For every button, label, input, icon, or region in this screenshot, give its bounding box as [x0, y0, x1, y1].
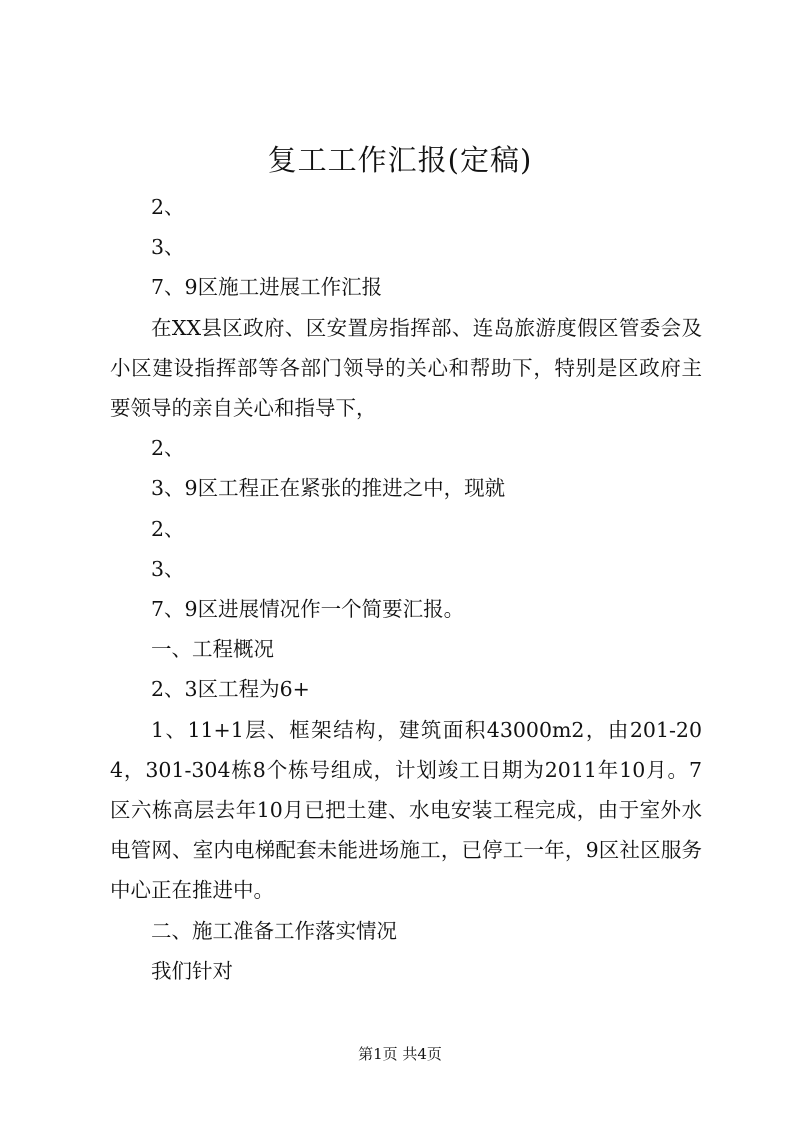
section-heading: 二、施工准备工作落实情况 [151, 918, 397, 943]
paragraph: 3、9区工程正在紧张的推进之中，现就 [151, 476, 506, 501]
paragraph: 2、 [151, 516, 185, 541]
paragraph: 2、 [151, 195, 185, 219]
paragraph: 3、 [151, 556, 185, 581]
paragraph: 我们针对 [151, 958, 233, 983]
paragraph: 在XX县区政府、区安置房指挥部、连岛旅游度假区管委会及小区建设指挥部等各部门领导的关心和帮助下，特别是区政府主要领导的亲自关心和指导下， [110, 315, 702, 421]
section-heading: 一、工程概况 [151, 637, 274, 662]
document-title: 复工工作汇报(定稿) [267, 143, 533, 177]
paragraph: 2、 [151, 436, 185, 461]
paragraph: 1、11+1层、框架结构，建筑面积43000m2，由201-204，301-304栋8个栋号组成，计划竣工日期为2011年10月。7区六栋高层去年10月已把土建、水电安装工程完成，由于室外水电管网、室内电梯配套未能进场施工，已停工一年，9区社区服务中心正在推进中。 [110, 717, 702, 903]
paragraph: 3、 [151, 235, 185, 260]
paragraph: 7、9区进展情况作一个简要汇报。 [151, 597, 465, 622]
page-footer: 第1页 共4页 [358, 1045, 442, 1063]
paragraph: 2、3区工程为6+ [151, 677, 310, 702]
paragraph: 7、9区施工进展工作汇报 [151, 275, 383, 300]
document-body [110, 187, 702, 991]
